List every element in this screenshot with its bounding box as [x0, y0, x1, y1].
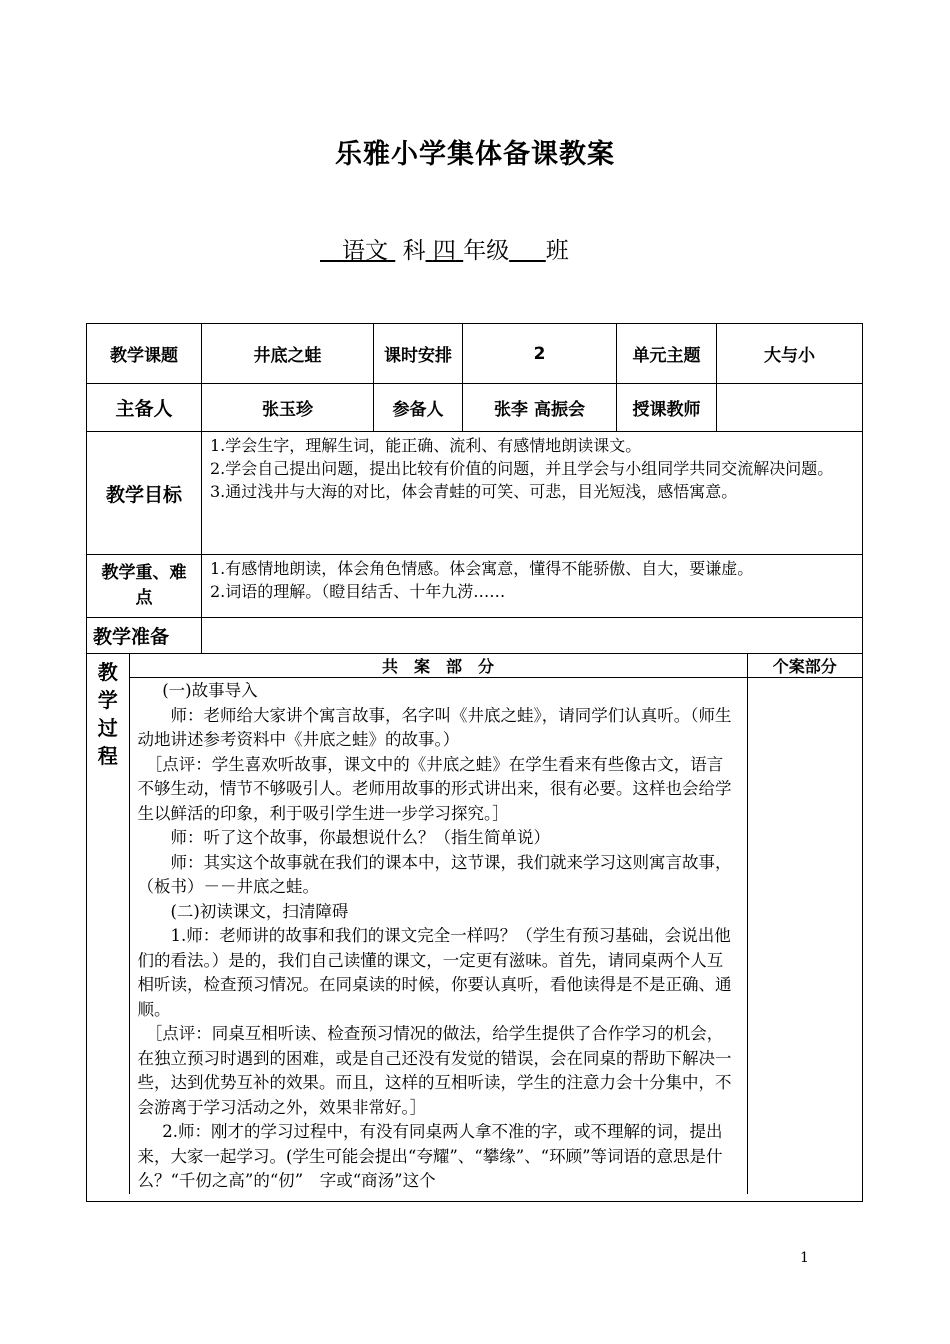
lesson-topic-label: 教学课题 — [87, 324, 202, 384]
process-paragraph: 2.师：刚才的学习过程中，有没有同桌两人拿不准的字，或不理解的词，提出来，大家一起学习。(学生可能会提出“夸耀”、“攀缘”、“环顾”等词语的意思是什么？“千仞之高”的“仞” 字或“商汤”这个 — [137, 1122, 723, 1190]
subtitle — [320, 232, 569, 265]
grade-value: 四 — [432, 238, 456, 264]
individual-section-header: 个案部分 — [747, 654, 862, 678]
keypoint-line: 1.有感情地朗读，体会角色情感。体会寓意，懂得不能骄傲、自大，要谦虚。 — [210, 559, 754, 578]
process-paragraph: 1.师：老师讲的故事和我们的课文完全一样吗？（学生有预习基础，会说出他们的看法。）是的，我们自己读懂的课文，一定更有滋味。首先，请同桌两个人互相听读，检查预习情况。在同桌读的时候，你要认真听，看他读得是不是正确、通顺。 — [137, 926, 732, 1019]
prep-label: 教学准备 — [87, 618, 202, 654]
subject-field — [320, 238, 395, 264]
unit-theme-value: 大与小 — [717, 324, 863, 384]
process-paragraph: ［点评：同桌互相听读、检查预习情况的做法，给学生提供了合作学习的机会，在独立预习时遇到的困难，或是自己还没有发觉的错误，会在同桌的帮助下解决一些，达到优势互补的效果。而且，这样的互相听读，学生的注意力会十分集中，不会游离于学习活动之外，效果非常好。］ — [137, 1024, 732, 1117]
class-hours-label: 课时安排 — [374, 324, 463, 384]
prep-row — [87, 618, 863, 654]
shared-section-content — [129, 678, 747, 1194]
process-label-text: 教学过程 — [97, 660, 118, 768]
goals-row — [87, 432, 863, 555]
prep-value — [202, 618, 863, 654]
goal-line: 2.学会自己提出问题，提出比较有价值的问题，并且学会与小组同学共同交流解决问题。 — [210, 459, 834, 478]
header-row-1 — [87, 324, 863, 384]
goals-content — [202, 432, 863, 555]
process-inner-table — [87, 654, 862, 1194]
process-paragraph: ［点评：学生喜欢听故事，课文中的《井底之蛙》在学生看来有些像古文，语言不够生动，情节不够吸引人。老师用故事的形式讲出来，很有必要。这样也会给学生以鲜活的印象，利于吸引学生进一步学习探究。］ — [137, 754, 732, 823]
header-row-2 — [87, 384, 863, 432]
keypoints-label: 教学重、难点 — [87, 555, 202, 618]
process-row — [87, 654, 863, 1202]
process-paragraph: (一)故事导入 — [162, 681, 258, 700]
process-paragraph: (二)初读课文，扫清障碍 — [170, 901, 349, 921]
co-preparer-label: 参备人 — [374, 384, 463, 432]
keypoints-content — [202, 555, 863, 618]
goal-line: 1.学会生字，理解生词，能正确、流利、有感情地朗读课文。 — [210, 436, 642, 455]
process-paragraph: 师：其实这个故事就在我们的课本中，这节课，我们就来学习这则寓言故事，（板书）－－井底之蛙。 — [137, 852, 732, 896]
class-hours-value: 2 — [463, 324, 617, 384]
process-paragraph: 师：听了这个故事，你最想说什么？（指生简单说） — [170, 828, 550, 847]
main-preparer-label: 主备人 — [87, 384, 202, 432]
lesson-plan-table — [86, 323, 863, 1202]
process-paragraph: 师：老师给大家讲个寓言故事，名字叫《井底之蛙》，请同学们认真听。（师生动地讲述参考资料中《井底之蛙》的故事。） — [137, 705, 732, 749]
keypoint-line: 2.词语的理解。（瞪目结舌、十年九涝…… — [210, 582, 506, 601]
class-suffix: 班 — [545, 238, 569, 264]
co-preparer-value: 张李 高振会 — [463, 384, 617, 432]
keypoints-row — [87, 555, 863, 618]
page-number: 1 — [800, 1250, 809, 1266]
unit-theme-label: 单元主题 — [617, 324, 717, 384]
goals-label: 教学目标 — [87, 432, 202, 555]
page-title: 乐雅小学集体备课教案 — [335, 139, 615, 170]
main-preparer-value: 张玉珍 — [202, 384, 374, 432]
process-label — [87, 654, 129, 1194]
lesson-topic-value: 井底之蛙 — [202, 324, 374, 384]
process-content-row — [87, 678, 862, 1194]
process-cell — [87, 654, 863, 1202]
grade-field — [426, 238, 464, 264]
teacher-value — [717, 384, 863, 432]
grade-suffix: 年级 — [463, 238, 510, 264]
class-field — [509, 238, 546, 264]
shared-section-header: 共 案 部 分 — [129, 654, 747, 678]
process-header-row — [87, 654, 862, 678]
individual-section-content — [747, 678, 862, 1194]
subject-value: 语文 — [341, 238, 388, 264]
teacher-label: 授课教师 — [617, 384, 717, 432]
goal-line: 3.通过浅井与大海的对比，体会青蛙的可笑、可悲，目光短浅，感悟寓意。 — [210, 482, 738, 501]
subject-suffix: 科 — [402, 238, 426, 264]
